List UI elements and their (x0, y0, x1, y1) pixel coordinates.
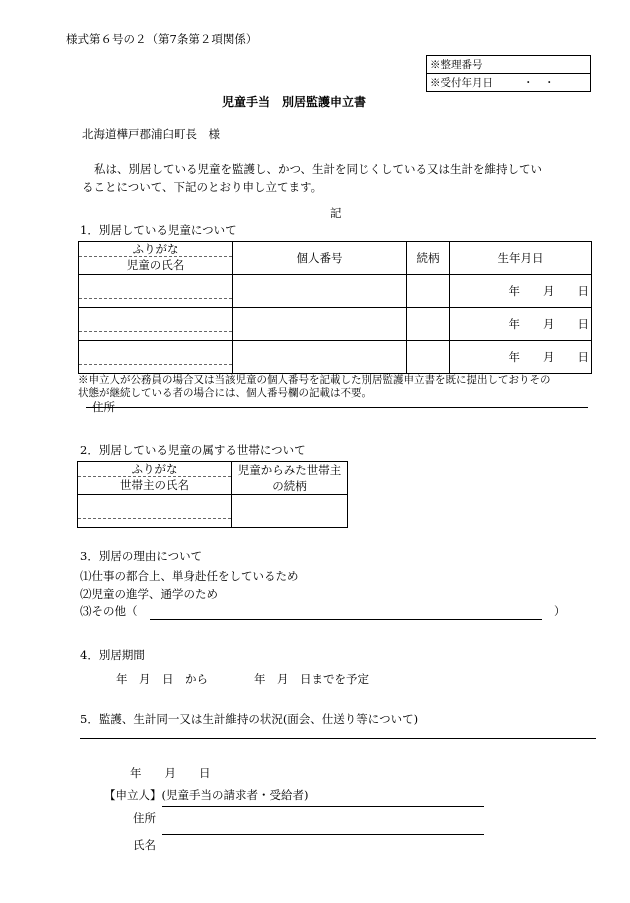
children-table (78, 241, 592, 374)
table-row (79, 341, 592, 374)
section1-heading: 1．別居している児童について (80, 223, 237, 237)
child-name-header (79, 242, 233, 275)
child-address-label: 住所 (92, 400, 115, 414)
received-date-label: ※受付年月日 (430, 77, 493, 89)
section4-heading: 4．別居期間 (80, 648, 145, 662)
birth-cell[interactable] (450, 308, 592, 341)
child-name-cell[interactable] (79, 308, 233, 341)
mynumber-note-1: ※申立人が公務員の場合又は当該児童の個人番号を記載した別居監護申立書を既に提出しておりその (78, 374, 551, 386)
relation-header-line2: の続柄 (272, 479, 307, 493)
relation-header-line1: 児童からみた世帯主 (237, 463, 342, 477)
signature-date[interactable]: 年 月 日 (130, 766, 211, 780)
reason-other-line[interactable] (150, 619, 542, 620)
received-date-dots: ・ ・ (523, 77, 555, 89)
child-name-label: 児童の氏名 (126, 258, 185, 272)
relation-cell[interactable] (407, 275, 450, 308)
section5-heading: 5．監護、生計同一又は生計維持の状況(面会、仕送り等について) (80, 712, 419, 726)
child-name-cell[interactable] (79, 275, 233, 308)
householder-name-header (78, 462, 232, 495)
form-number: 様式第６号の２（第7条第２項関係） (66, 32, 258, 46)
birth-cell[interactable] (450, 341, 592, 374)
intro-line-1: 私は、別居している児童を監護し、かつ、生計を同じくしている又は生計を維持してい (94, 162, 543, 176)
situation-line[interactable] (80, 738, 596, 739)
relation-cell[interactable] (407, 308, 450, 341)
birth-header: 生年月日 (450, 242, 592, 275)
ref-no-label: ※整理番号 (430, 59, 483, 71)
ki-heading: 記 (330, 206, 342, 220)
applicant-address-label: 住所 (133, 811, 156, 825)
mynumber-cell[interactable] (233, 341, 407, 374)
section2-heading: 2．別居している児童の属する世帯について (80, 443, 306, 457)
mynumber-cell[interactable] (233, 308, 407, 341)
relation-cell[interactable] (407, 341, 450, 374)
ref-no-cell[interactable] (427, 56, 591, 74)
intro-line-2: ることについて、下記のとおり申し立てます。 (82, 180, 323, 194)
furigana-header: ふりがな (79, 242, 232, 257)
householder-relation-header (232, 462, 348, 495)
applicant-top-line (162, 806, 484, 807)
reason-option-1[interactable]: ⑴仕事の都合上、単身赴任をしているため (80, 569, 299, 583)
birth-placeholder: 年 月 日 (508, 350, 589, 364)
reason-option-3-close: ） (554, 604, 566, 618)
applicant-label: 【申立人】(児童手当の請求者・受給者) (104, 788, 309, 802)
relation-header: 続柄 (407, 242, 450, 275)
birth-placeholder: 年 月 日 (508, 317, 589, 331)
householder-relation-cell[interactable] (232, 495, 348, 528)
mynumber-header: 個人番号 (233, 242, 407, 275)
child-address-line[interactable] (86, 407, 588, 408)
separation-period[interactable]: 年 月 日 から 年 月 日までを予定 (116, 672, 369, 686)
birth-placeholder: 年 月 日 (508, 284, 589, 298)
mynumber-note-2: 状態が継続している者の場合には、個人番号欄の記載は不要。 (78, 387, 372, 399)
received-date-cell[interactable] (427, 74, 591, 92)
table-row (79, 275, 592, 308)
mynumber-cell[interactable] (233, 275, 407, 308)
child-name-cell[interactable] (79, 341, 233, 374)
furigana-header: ふりがな (78, 462, 231, 477)
table-row (79, 308, 592, 341)
householder-name-cell[interactable] (78, 495, 232, 528)
householder-name-label: 世帯主の氏名 (120, 478, 189, 492)
reason-option-3[interactable]: ⑶その他（ (80, 604, 138, 618)
addressee: 北海道樺戸郡浦臼町長 様 (82, 127, 220, 141)
birth-cell[interactable] (450, 275, 592, 308)
office-use-box (426, 55, 591, 92)
section3-heading: 3．別居の理由について (80, 549, 203, 563)
reason-option-2[interactable]: ⑵児童の進学、通学のため (80, 587, 218, 601)
household-table (77, 461, 348, 528)
applicant-name-label: 氏名 (133, 838, 156, 852)
page-title: 児童手当 別居監護申立書 (222, 95, 367, 109)
table-row (78, 495, 348, 528)
applicant-address-line[interactable] (162, 834, 484, 835)
